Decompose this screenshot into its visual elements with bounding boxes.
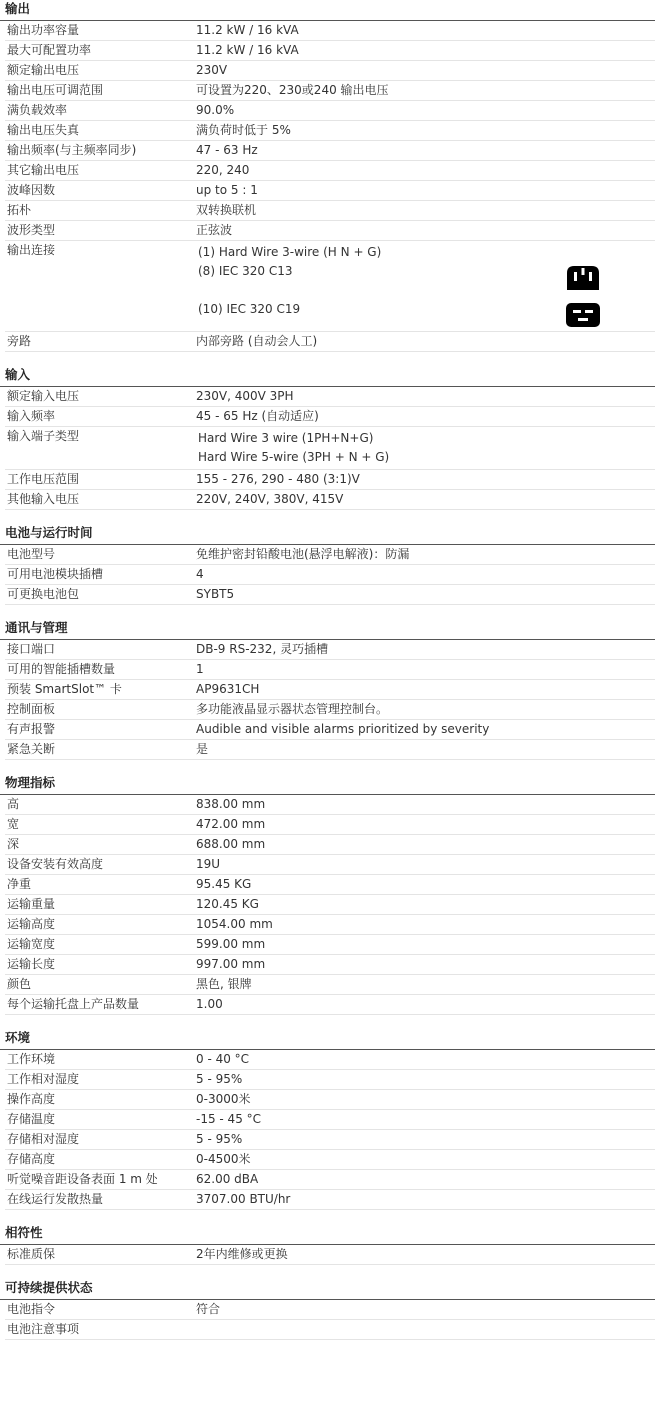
table-row <box>5 835 655 855</box>
row-label: 额定输入电压 <box>5 387 196 407</box>
table-row <box>5 1110 655 1130</box>
table-row-input-terminal <box>5 427 655 470</box>
section-battery-runtime <box>0 524 660 619</box>
section-input <box>0 366 660 524</box>
row-value: 1 <box>196 660 655 680</box>
row-label: 输出连接 <box>5 241 196 332</box>
table-row <box>5 1050 655 1070</box>
row-label: 颜色 <box>5 975 196 995</box>
table-row <box>5 545 655 565</box>
row-label: 听觉噪音距设备表面 1 m 处 <box>5 1170 196 1190</box>
row-value: 双转换联机 <box>196 201 655 221</box>
row-value: 正弦波 <box>196 221 655 241</box>
section-title: 相符性 <box>0 1224 655 1245</box>
section-output <box>0 0 660 366</box>
table-row <box>5 101 655 121</box>
connection-line: (10) IEC 320 C19 <box>198 302 301 316</box>
spec-table <box>5 640 655 760</box>
connection-line: (1) Hard Wire 3-wire (H N + G) <box>198 245 382 259</box>
row-value: 11.2 kW / 16 kVA <box>196 21 655 41</box>
table-row <box>5 895 655 915</box>
row-label: 拓朴 <box>5 201 196 221</box>
table-row <box>5 660 655 680</box>
row-value: 472.00 mm <box>196 815 655 835</box>
row-value: Audible and visible alarms prioritized by severity <box>196 720 655 740</box>
table-row <box>5 21 655 41</box>
row-value: 838.00 mm <box>196 795 655 815</box>
row-value: 688.00 mm <box>196 835 655 855</box>
spec-table <box>5 795 655 1015</box>
table-row <box>5 795 655 815</box>
section-title: 环境 <box>0 1029 655 1050</box>
row-label: 存储高度 <box>5 1150 196 1170</box>
row-label: 操作高度 <box>5 1090 196 1110</box>
row-label: 标准质保 <box>5 1245 196 1265</box>
table-row <box>5 975 655 995</box>
table-row <box>5 740 655 760</box>
row-label: 额定输出电压 <box>5 61 196 81</box>
row-value: 免维护密封铅酸电池(悬浮电解液)：防漏 <box>196 545 655 565</box>
row-value: 230V <box>196 61 655 81</box>
row-value: 满负荷时低于 5% <box>196 121 655 141</box>
row-value: 230V, 400V 3PH <box>196 387 655 407</box>
table-row <box>5 720 655 740</box>
table-row <box>5 141 655 161</box>
section-title: 通讯与管理 <box>0 619 655 640</box>
table-row <box>5 680 655 700</box>
row-label: 工作电压范围 <box>5 470 196 490</box>
table-row <box>5 387 655 407</box>
table-row <box>5 875 655 895</box>
table-row <box>5 332 655 352</box>
row-label: 每个运输托盘上产品数量 <box>5 995 196 1015</box>
table-row <box>5 1150 655 1170</box>
row-value: AP9631CH <box>196 680 655 700</box>
spec-table <box>5 1245 655 1265</box>
row-value: 19U <box>196 855 655 875</box>
table-row <box>5 161 655 181</box>
table-row <box>5 565 655 585</box>
row-value: 2年内维修或更换 <box>196 1245 655 1265</box>
row-label: 旁路 <box>5 332 196 352</box>
table-row <box>5 700 655 720</box>
row-label: 电池型号 <box>5 545 196 565</box>
table-row <box>5 1320 655 1340</box>
row-label: 有声报警 <box>5 720 196 740</box>
row-value <box>196 1320 655 1340</box>
section-conformance <box>0 1224 660 1279</box>
row-value: 11.2 kW / 16 kVA <box>196 41 655 61</box>
output-connection-list <box>196 241 655 331</box>
row-label: 存储相对湿度 <box>5 1130 196 1150</box>
table-row <box>5 1190 655 1210</box>
section-title: 物理指标 <box>0 774 655 795</box>
row-label: 输出电压可调范围 <box>5 81 196 101</box>
row-label: 波峰因数 <box>5 181 196 201</box>
row-label: 输出功率容量 <box>5 21 196 41</box>
table-row <box>5 1070 655 1090</box>
row-label: 输出电压失真 <box>5 121 196 141</box>
row-value: 0-4500米 <box>196 1150 655 1170</box>
row-label: 预装 SmartSlot™ 卡 <box>5 680 196 700</box>
section-communication <box>0 619 660 774</box>
row-value: 220V, 240V, 380V, 415V <box>196 490 655 510</box>
section-sustainability <box>0 1279 660 1340</box>
table-row <box>5 1300 655 1320</box>
terminal-line: Hard Wire 3 wire (1PH+N+G) <box>198 431 374 445</box>
row-label: 存储温度 <box>5 1110 196 1130</box>
table-row <box>5 585 655 605</box>
input-terminal-list <box>196 427 655 469</box>
row-label: 在线运行发散热量 <box>5 1190 196 1210</box>
row-value: -15 - 45 °C <box>196 1110 655 1130</box>
table-row <box>5 490 655 510</box>
row-label: 输入频率 <box>5 407 196 427</box>
section-title: 输入 <box>0 366 655 387</box>
row-value: 5 - 95% <box>196 1130 655 1150</box>
row-label: 设备安装有效高度 <box>5 855 196 875</box>
row-value: 内部旁路 (自动会人工) <box>196 332 655 352</box>
row-label: 可更换电池包 <box>5 585 196 605</box>
table-row <box>5 61 655 81</box>
row-label: 运输宽度 <box>5 935 196 955</box>
row-value: 黑色, 银牌 <box>196 975 655 995</box>
row-value: 90.0% <box>196 101 655 121</box>
row-label: 工作环境 <box>5 1050 196 1070</box>
table-row <box>5 955 655 975</box>
row-label: 电池指令 <box>5 1300 196 1320</box>
row-label: 运输重量 <box>5 895 196 915</box>
table-row <box>5 41 655 61</box>
row-value: 可设置为220、230或240 输出电压 <box>196 81 655 101</box>
row-label: 深 <box>5 835 196 855</box>
section-title: 电池与运行时间 <box>0 524 655 545</box>
section-title: 输出 <box>0 0 655 21</box>
row-value: up to 5 : 1 <box>196 181 655 201</box>
row-value: 是 <box>196 740 655 760</box>
section-environment <box>0 1029 660 1224</box>
row-value: 0 - 40 °C <box>196 1050 655 1070</box>
spec-table <box>5 21 655 352</box>
table-row <box>5 1130 655 1150</box>
row-value: 62.00 dBA <box>196 1170 655 1190</box>
row-label: 波形类型 <box>5 221 196 241</box>
row-label: 输入端子类型 <box>5 427 196 470</box>
table-row <box>5 221 655 241</box>
row-value: 220, 240 <box>196 161 655 181</box>
table-row <box>5 1090 655 1110</box>
row-value: 1054.00 mm <box>196 915 655 935</box>
table-row <box>5 855 655 875</box>
table-row <box>5 201 655 221</box>
table-row <box>5 407 655 427</box>
row-label: 其它输出电压 <box>5 161 196 181</box>
row-value: 120.45 KG <box>196 895 655 915</box>
table-row <box>5 915 655 935</box>
row-value: 5 - 95% <box>196 1070 655 1090</box>
row-label: 紧急关断 <box>5 740 196 760</box>
row-value: SYBT5 <box>196 585 655 605</box>
row-label: 接口端口 <box>5 640 196 660</box>
row-value: 多功能液晶显示器状态管理控制台。 <box>196 700 655 720</box>
section-physical <box>0 774 660 1029</box>
row-value: 45 - 65 Hz (自动适应) <box>196 407 655 427</box>
row-value: 1.00 <box>196 995 655 1015</box>
connection-line: (8) IEC 320 C13 <box>198 264 293 278</box>
table-row <box>5 181 655 201</box>
row-label: 运输高度 <box>5 915 196 935</box>
table-row <box>5 995 655 1015</box>
row-label: 高 <box>5 795 196 815</box>
table-row <box>5 815 655 835</box>
row-label: 最大可配置功率 <box>5 41 196 61</box>
row-label: 控制面板 <box>5 700 196 720</box>
row-value: 599.00 mm <box>196 935 655 955</box>
row-label: 其他输入电压 <box>5 490 196 510</box>
row-value: 95.45 KG <box>196 875 655 895</box>
table-row-output-connection <box>5 241 655 332</box>
row-value: 155 - 276, 290 - 480 (3:1)V <box>196 470 655 490</box>
row-label: 满负载效率 <box>5 101 196 121</box>
iec-c19-outlet-icon <box>565 302 601 328</box>
row-label: 工作相对湿度 <box>5 1070 196 1090</box>
row-value: 4 <box>196 565 655 585</box>
row-label: 可用的智能插槽数量 <box>5 660 196 680</box>
row-value: 997.00 mm <box>196 955 655 975</box>
spec-table <box>5 1300 655 1340</box>
row-value: 0-3000米 <box>196 1090 655 1110</box>
row-value: 符合 <box>196 1300 655 1320</box>
table-row <box>5 640 655 660</box>
row-label: 输出频率(与主频率同步) <box>5 141 196 161</box>
table-row <box>5 121 655 141</box>
section-title: 可持续提供状态 <box>0 1279 655 1300</box>
table-row <box>5 1170 655 1190</box>
table-row <box>5 1245 655 1265</box>
spec-table <box>5 545 655 605</box>
row-label: 运输长度 <box>5 955 196 975</box>
row-label: 宽 <box>5 815 196 835</box>
row-label: 净重 <box>5 875 196 895</box>
table-row <box>5 81 655 101</box>
terminal-line: Hard Wire 5-wire (3PH + N + G) <box>198 450 390 464</box>
row-value: 3707.00 BTU/hr <box>196 1190 655 1210</box>
table-row <box>5 935 655 955</box>
spec-table <box>5 387 655 510</box>
table-row <box>5 470 655 490</box>
spec-table <box>5 1050 655 1210</box>
row-label: 电池注意事项 <box>5 1320 196 1340</box>
row-value: 47 - 63 Hz <box>196 141 655 161</box>
iec-c13-outlet-icon <box>565 265 601 291</box>
row-value: DB-9 RS-232, 灵巧插槽 <box>196 640 655 660</box>
row-label: 可用电池模块插槽 <box>5 565 196 585</box>
